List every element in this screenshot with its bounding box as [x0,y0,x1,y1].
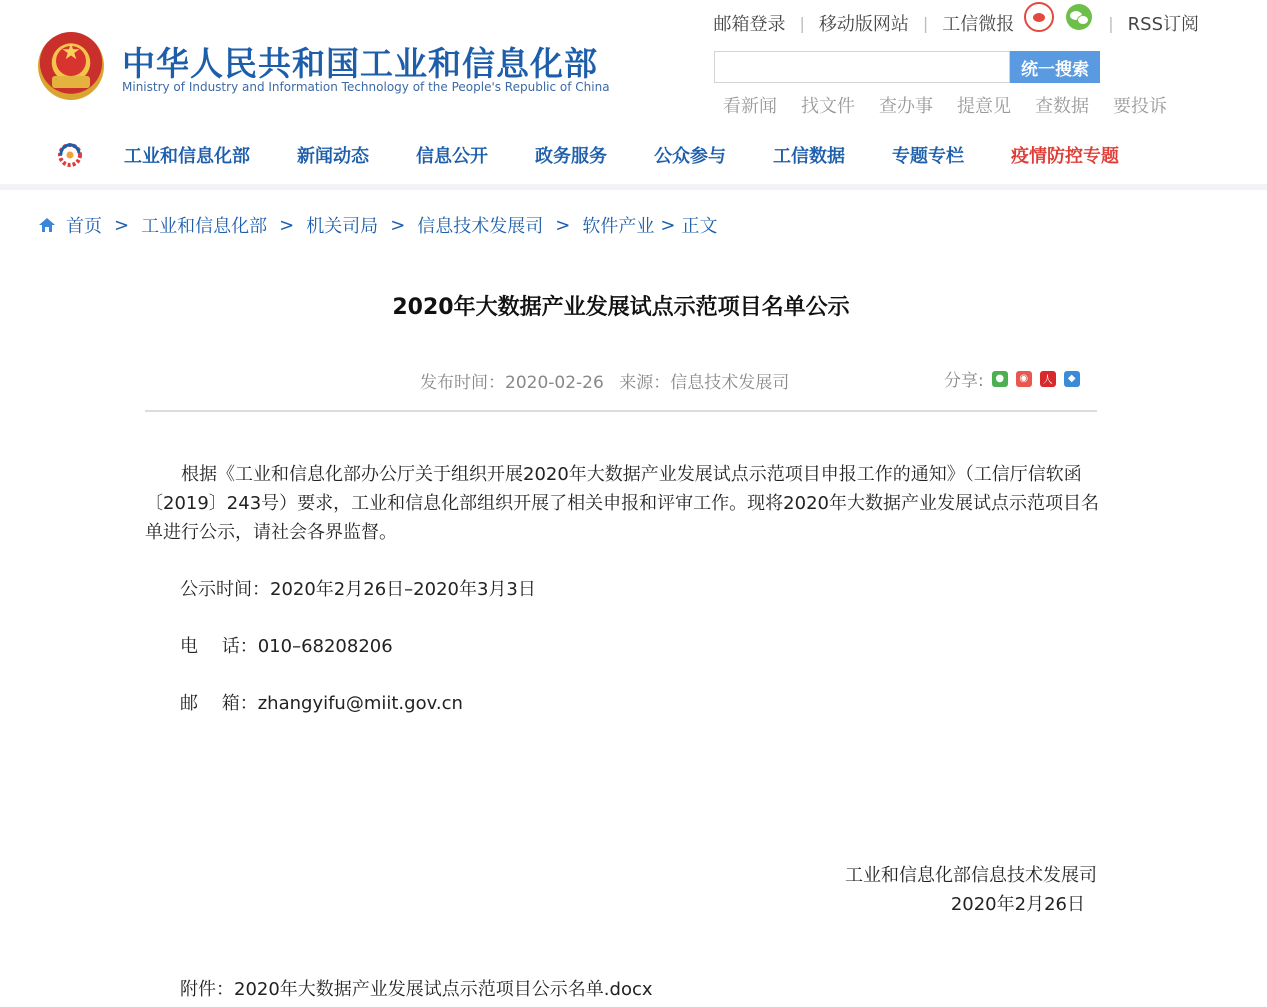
article-body: 根据《工业和信息化部办公厅关于组织开展2020年大数据产业发展试点示范项目申报工作的通知》（工信厅信软函〔2019〕243号）要求，工业和信息化部组织开展了相关申报和评审工作。现将2020年大数据产业发展试点示范项目名单进行公示，请社会各界监督。 [145,464,1099,543]
site-subtitle: Ministry of Industry and Information Technology of the People's Republic of China [122,80,610,94]
breadcrumb-separator: > [279,214,295,236]
breadcrumb-separator: > [114,214,130,236]
renren-share-icon[interactable]: 人 [1040,371,1056,387]
star-icon: ★ [61,40,81,65]
quick-link-feedback[interactable]: 提意见 [957,96,1011,117]
share-label: 分享: [944,371,984,391]
unified-search-button[interactable]: 统一搜索 [1010,51,1100,83]
separator: | [799,13,805,33]
national-emblem-logo[interactable] [38,32,104,100]
qq-share-icon[interactable]: ◆ [1064,371,1080,387]
wechat-share-icon[interactable]: ● [992,371,1008,387]
share-bar [944,366,1080,391]
nav-item-news[interactable]: 新闻动态 [297,146,369,167]
nav-item-public-participation[interactable]: 公众参与 [654,146,726,167]
article-title: 2020年大数据产业发展试点示范项目名单公示 [392,295,850,320]
nav-item-gov-services[interactable]: 政务服务 [535,146,607,167]
quick-link-news[interactable]: 看新闻 [723,96,777,117]
nav-item-ministry[interactable]: 工业和信息化部 [124,146,250,167]
separator: | [922,13,929,33]
signature-date: 2020年2月26日 [950,894,1085,915]
quick-link-documents[interactable]: 找文件 [801,96,855,117]
main-nav [0,128,1267,190]
nav-item-miit-data[interactable]: 工信数据 [773,146,845,167]
signature-org: 工业和信息化部信息技术发展司 [845,865,1097,886]
separator: | [1108,13,1114,33]
breadcrumb-it-dept[interactable]: 信息技术发展司 [417,216,544,237]
site-title[interactable]: 中华人民共和国工业和信息化部 [122,44,598,83]
breadcrumb-software[interactable]: 软件产业 [582,216,655,237]
divider [145,410,1097,412]
breadcrumb-current: 正文 [681,216,718,237]
nav-item-epidemic[interactable]: 疫情防控专题 [1011,146,1119,167]
nav-item-special-topics[interactable]: 专题专栏 [892,146,964,167]
breadcrumb-home[interactable]: 首页 [66,216,102,237]
quick-links [723,92,1167,118]
emblem-base [52,76,90,88]
source-value: 信息技术发展司 [670,373,790,393]
breadcrumb-separator: > [555,214,571,236]
quick-link-services[interactable]: 查办事 [879,96,933,117]
contact-phone: 电 话：010–68208206 [180,636,393,657]
rss-link[interactable]: RSS订阅 [1127,14,1199,35]
search-input[interactable] [714,51,1010,83]
weibo-icon-dot [1033,13,1045,22]
home-icon [38,216,56,234]
breadcrumb-separator: > [660,214,676,236]
wechat-bubble [1077,15,1089,25]
gear-logo-icon[interactable] [55,142,85,168]
source-label: 来源： [619,373,671,393]
top-links [709,10,1203,36]
nav-item-info-disclosure[interactable]: 信息公开 [416,146,488,167]
breadcrumb-separator: > [390,214,406,236]
quick-link-data[interactable]: 查数据 [1035,96,1089,117]
notice-period: 公示时间：2020年2月26日–2020年3月3日 [180,579,536,600]
quick-link-complaint[interactable]: 要投诉 [1113,96,1167,117]
breadcrumb-ministry[interactable]: 工业和信息化部 [141,216,268,237]
attachment [180,975,653,1001]
contact-email: 邮 箱：zhangyifu@miit.gov.cn [180,693,463,714]
attachment-label: 附件： [180,979,234,1000]
signature [845,861,1097,919]
mail-login-link[interactable]: 邮箱登录 [713,14,786,35]
article-meta [420,368,799,393]
breadcrumb [38,212,717,238]
weibo-icon[interactable] [1024,2,1054,32]
wechat-icon[interactable] [1066,4,1092,30]
attachment-file-link[interactable]: 2020年大数据产业发展试点示范项目公示名单.docx [234,979,653,1000]
breadcrumb-departments[interactable]: 机关司局 [306,216,379,237]
nav-items [124,142,1166,168]
weibo-share-icon[interactable]: ◉ [1016,371,1032,387]
mobile-site-link[interactable]: 移动版网站 [818,14,909,35]
weibo-report-link[interactable]: 工信微报 [942,14,1015,35]
publish-label: 发布时间： [420,373,505,393]
publish-date: 2020-02-26 [505,373,604,393]
